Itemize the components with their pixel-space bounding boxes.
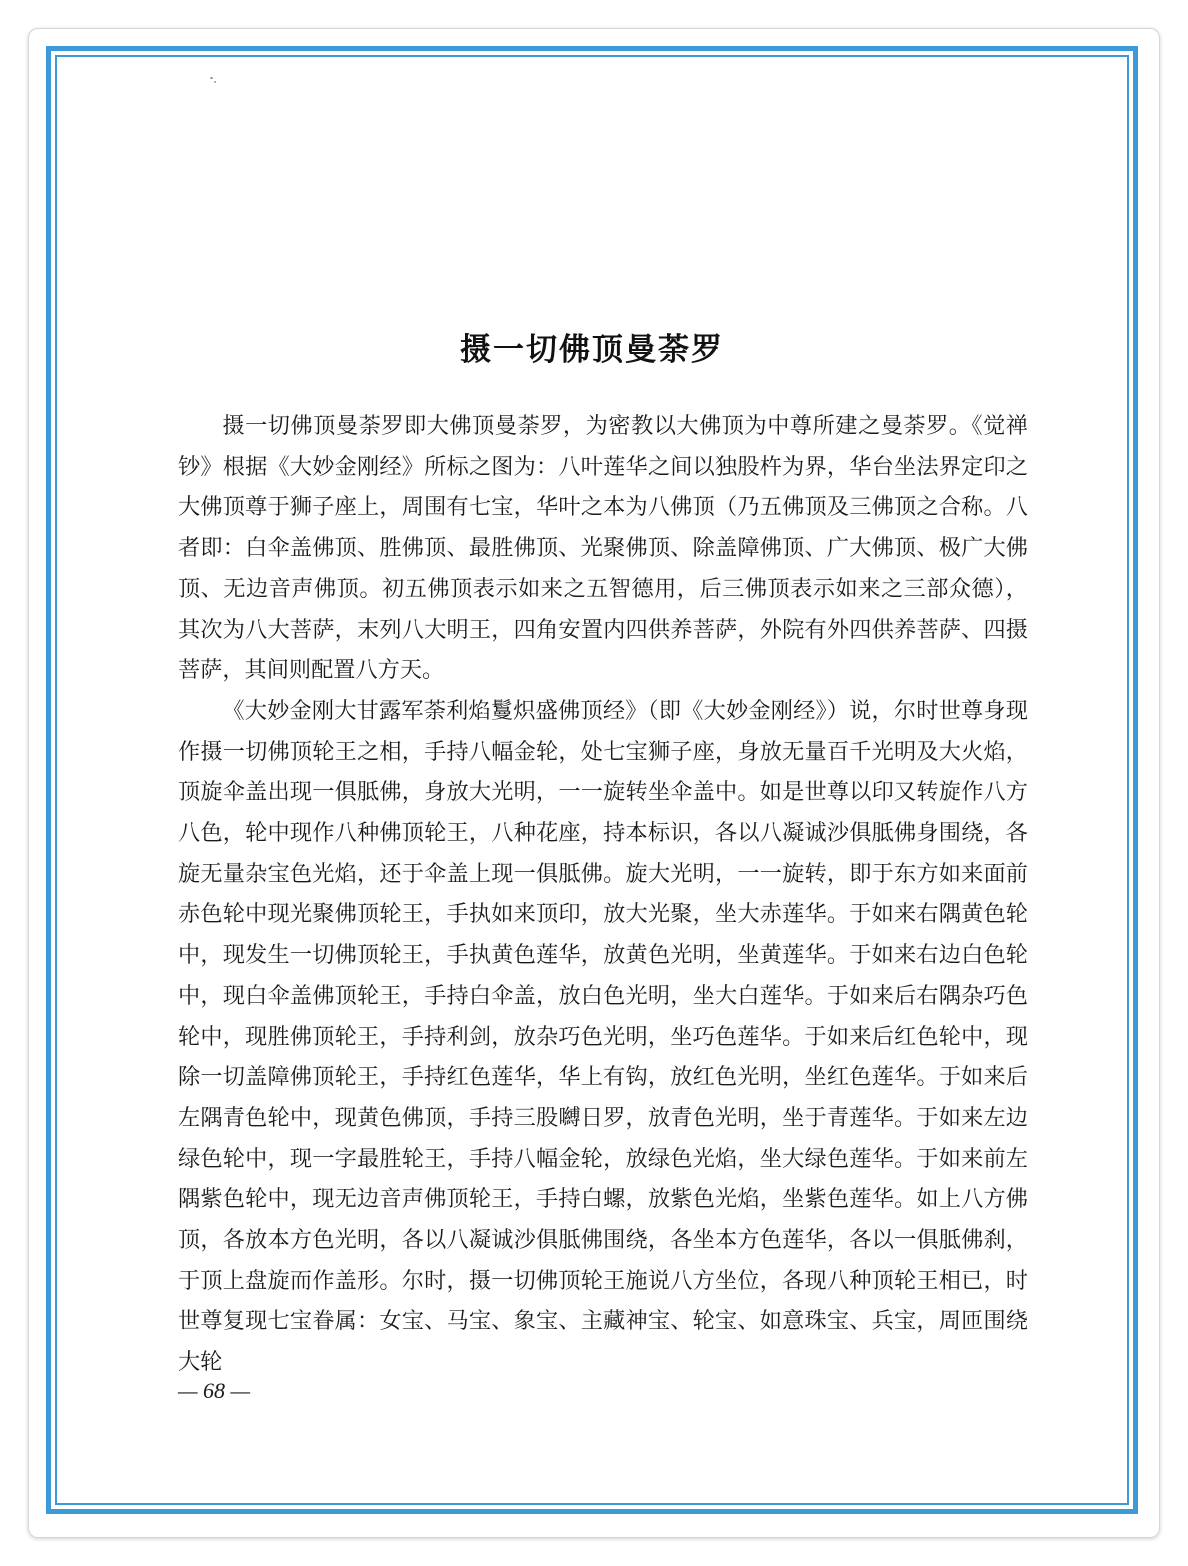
body-text — [178, 406, 1028, 1383]
scan-speck — [214, 81, 216, 83]
page-title: 摄一切佛顶曼荼罗 — [460, 332, 724, 368]
document-page — [62, 62, 1122, 1498]
paragraph-1: 摄一切佛顶曼荼罗即大佛顶曼荼罗，为密教以大佛顶为中尊所建之曼荼罗。《觉禅钞》根据《大妙金刚经》所标之图为：八叶莲华之间以独股杵为界，华台坐法界定印之大佛顶尊于狮子座上，周围有七宝，华叶之本为八佛顶（乃五佛顶及三佛顶之合称。八者即：白伞盖佛顶、胜佛顶、最胜佛顶、光聚佛顶、除盖障佛顶、广大佛顶、极广大佛顶、无边音声佛顶。初五佛顶表示如来之五智德用，后三佛顶表示如来之三部众德），其次为八大菩萨，末列八大明王，四角安置内四供养菩萨，外院有外四供养菩萨、四摄菩萨，其间则配置八方天。 — [178, 413, 1028, 684]
paragraph-2: 《大妙金刚大甘露军荼利焰鬘炽盛佛顶经》（即《大妙金刚经》）说，尔时世尊身现作摄一切佛顶轮王之相，手持八幅金轮，处七宝狮子座，身放无量百千光明及大火焰，顶旋伞盖出现一俱胝佛，身放大光明，一一旋转坐伞盖中。如是世尊以印又转旋作八方八色，轮中现作八种佛顶轮王，八种花座，持本标识，各以八凝诚沙俱胝佛身围绕，各旋无量杂宝色光焰，还于伞盖上现一俱胝佛。旋大光明，一一旋转，即于东方如来面前赤色轮中现光聚佛顶轮王，手执如来顶印，放大光聚，坐大赤莲华。于如来右隅黄色轮中，现发生一切佛顶轮王，手执黄色莲华，放黄色光明，坐黄莲华。于如来右边白色轮中，现白伞盖佛顶轮王，手持白伞盖，放白色光明，坐大白莲华。于如来后右隅杂巧色轮中，现胜佛顶轮王，手持利剑，放杂巧色光明，坐巧色莲华。于如来后红色轮中，现除一切盖障佛顶轮王，手持红色莲华，华上有钩，放红色光明，坐红色莲华。于如来后左隅青色轮中，现黄色佛顶，手持三股嚩日罗，放青色光明，坐于青莲华。于如来左边绿色轮中，现一字最胜轮王，手持八幅金轮，放绿色光焰，坐大绿色莲华。于如来前左隅紫色轮中，现无边音声佛顶轮王，手持白螺，放紫色光焰，坐紫色莲华。如上八方佛顶，各放本方色光明，各以八凝诚沙俱胝佛围绕，各坐本方色莲华，各以一俱胝佛刹，于顶上盘旋而作盖形。尔时，摄一切佛顶轮王施说八方坐位，各现八种顶轮王相已，时世尊复现七宝眷属：女宝、马宝、象宝、主藏神宝、轮宝、如意珠宝、兵宝，周匝围绕大轮 — [178, 697, 1028, 1376]
scan-speck — [210, 77, 213, 79]
page-number: — 68 — — [178, 1378, 251, 1403]
